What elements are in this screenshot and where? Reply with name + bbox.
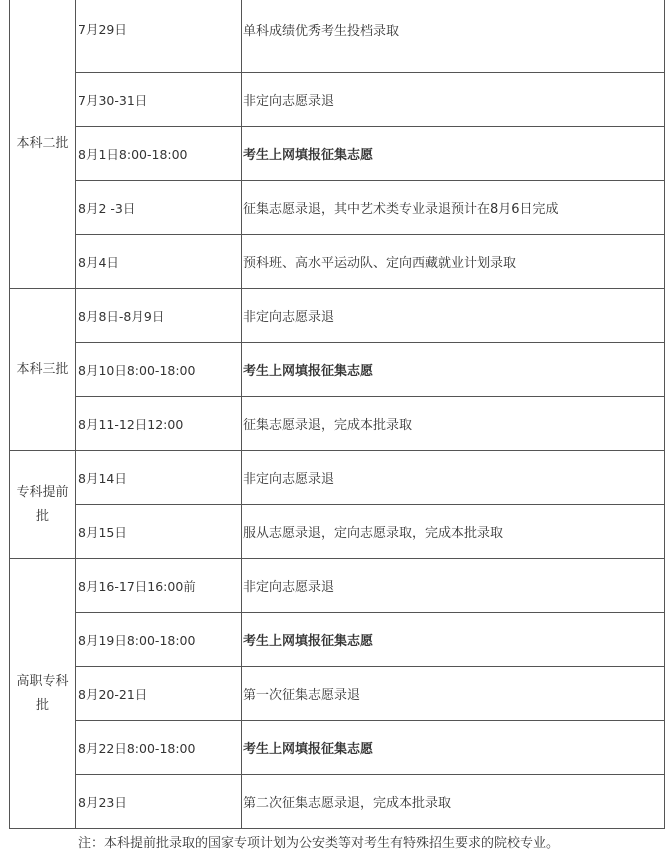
event-cell: 第一次征集志愿录退: [242, 667, 665, 721]
table-row: [10, 73, 665, 127]
date-cell: 8月14日: [76, 451, 242, 505]
table-row: [10, 667, 665, 721]
table-row: [10, 235, 665, 289]
batch-name-cell: 本科三批: [10, 289, 76, 451]
table-row: [10, 775, 665, 829]
table-row: [10, 397, 665, 451]
table-row: [10, 505, 665, 559]
event-cell: 非定向志愿录退: [242, 451, 665, 505]
date-cell: 8月19日8:00-18:00: [76, 613, 242, 667]
admission-schedule-table: [9, 0, 665, 829]
date-cell: 8月22日8:00-18:00: [76, 721, 242, 775]
date-cell: 8月16-17日16:00前: [76, 559, 242, 613]
date-cell: 7月30-31日: [76, 73, 242, 127]
date-cell: 8月23日: [76, 775, 242, 829]
date-cell: 8月1日8:00-18:00: [76, 127, 242, 181]
table-row: [10, 721, 665, 775]
schedule-body: [10, 0, 665, 829]
event-cell: 单科成绩优秀考生投档录取: [242, 0, 665, 73]
event-cell: 考生上网填报征集志愿: [242, 127, 665, 181]
event-cell: 非定向志愿录退: [242, 289, 665, 343]
footnote: 注：本科提前批录取的国家专项计划为公安类等对考生有特殊招生要求的院校专业。: [78, 836, 560, 851]
table-row: [10, 559, 665, 613]
date-cell: 8月2 -3日: [76, 181, 242, 235]
date-cell: 8月15日: [76, 505, 242, 559]
table-row: [10, 181, 665, 235]
date-cell: 8月20-21日: [76, 667, 242, 721]
batch-name-cell: 高职专科批: [10, 559, 76, 829]
date-cell: 8月10日8:00-18:00: [76, 343, 242, 397]
event-cell: 第二次征集志愿录退，完成本批录取: [242, 775, 665, 829]
table-row: [10, 0, 665, 73]
batch-name-cell: 本科二批: [10, 0, 76, 289]
date-cell: 8月4日: [76, 235, 242, 289]
date-cell: 8月8日-8月9日: [76, 289, 242, 343]
event-cell: 非定向志愿录退: [242, 73, 665, 127]
event-cell: 非定向志愿录退: [242, 559, 665, 613]
event-cell: 考生上网填报征集志愿: [242, 721, 665, 775]
batch-name-cell: 专科提前批: [10, 451, 76, 559]
table-row: [10, 127, 665, 181]
date-cell: 8月11-12日12:00: [76, 397, 242, 451]
event-cell: 考生上网填报征集志愿: [242, 343, 665, 397]
table-row: [10, 289, 665, 343]
table-row: [10, 343, 665, 397]
event-cell: 预科班、高水平运动队、定向西藏就业计划录取: [242, 235, 665, 289]
table-row: [10, 451, 665, 505]
event-cell: 征集志愿录退，完成本批录取: [242, 397, 665, 451]
event-cell: 服从志愿录退，定向志愿录取，完成本批录取: [242, 505, 665, 559]
table-row: [10, 613, 665, 667]
date-cell: 7月29日: [76, 0, 242, 73]
event-cell: 征集志愿录退，其中艺术类专业录退预计在8月6日完成: [242, 181, 665, 235]
event-cell: 考生上网填报征集志愿: [242, 613, 665, 667]
